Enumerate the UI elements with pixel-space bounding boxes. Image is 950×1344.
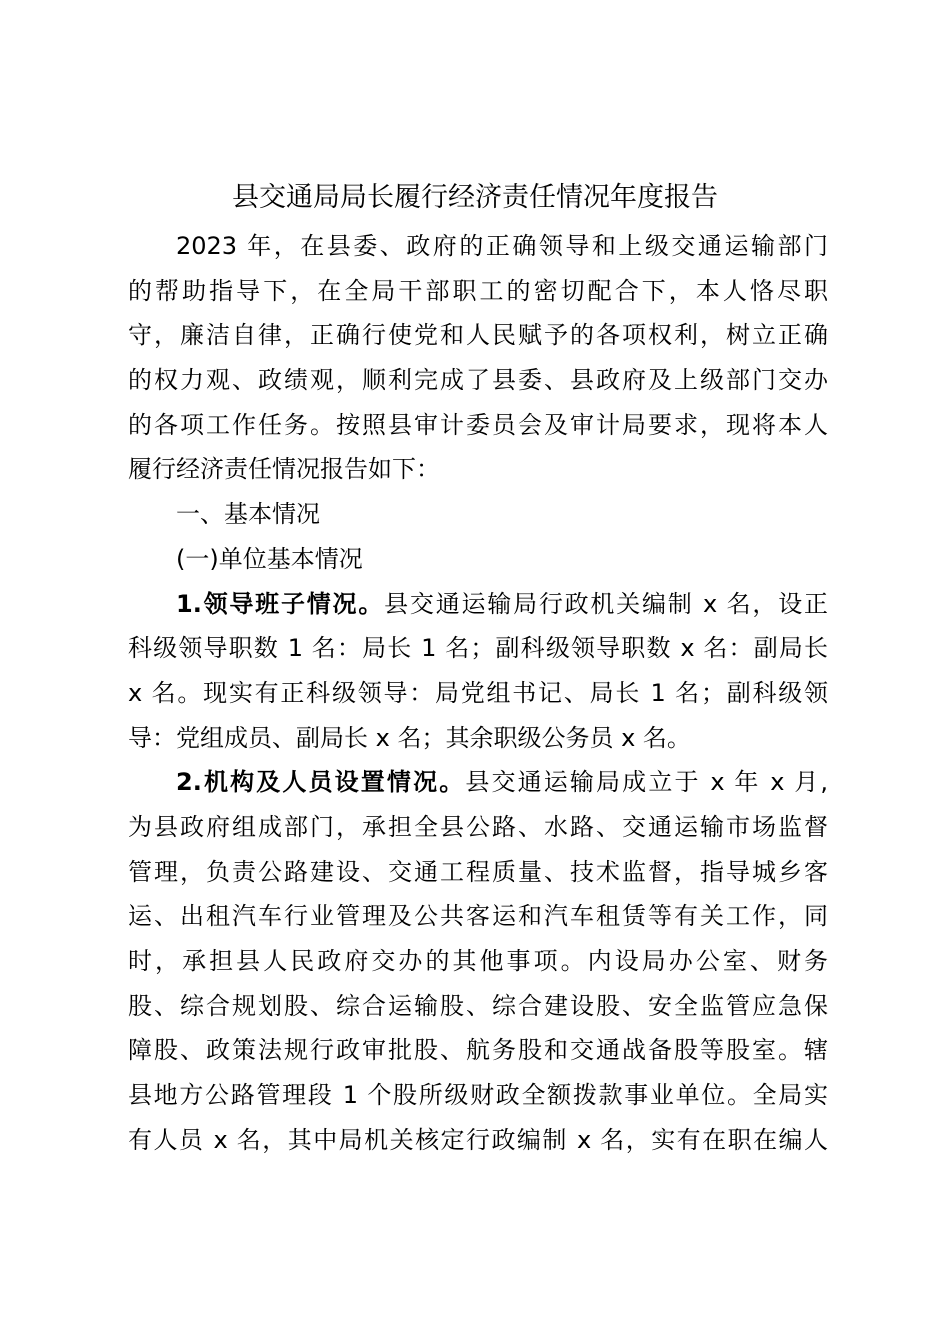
item1-line: 科级领导职数 1 名：局长 1 名；副科级领导职数 x 名：副局长 xyxy=(128,634,828,663)
item2-first-line xyxy=(128,760,828,805)
intro-line: 履行经济责任情况报告如下： xyxy=(128,455,440,484)
item1-line: x 名。现实有正科级领导：局党组书记、局长 1 名；副科级领 xyxy=(128,678,828,707)
subsection-heading: (一)单位基本情况 xyxy=(176,544,363,573)
intro-line: 的帮助指导下，在全局干部职工的密切配合下，本人恪尽职 xyxy=(128,276,828,305)
item2-label: 2.机构及人员设置情况。 xyxy=(176,768,466,797)
intro-line: 守，廉洁自律，正确行使党和人民赋予的各项权利，树立正确 xyxy=(128,321,828,350)
item2-line: 时，承担县人民政府交办的其他事项。内设局办公室、财务 xyxy=(128,947,828,975)
item1-text: 县交通运输局行政机关编制 x 名，设正 xyxy=(384,589,828,618)
item2-line: 股、综合规划股、综合运输股、综合建设股、安全监管应急保 xyxy=(128,991,828,1020)
item2-line: 运、出租汽车行业管理及公共客运和汽车租赁等有关工作，同 xyxy=(128,902,828,931)
item1-label: 1.领导班子情况。 xyxy=(176,589,385,618)
item2-line: 县地方公路管理段 1 个股所级财政全额拨款事业单位。全局实 xyxy=(128,1081,828,1110)
intro-line: 的各项工作任务。按照县审计委员会及审计局要求，现将本人 xyxy=(128,410,828,439)
document-body xyxy=(128,224,828,1162)
item2-line: 管理，负责公路建设、交通工程质量、技术监督，指导城乡客 xyxy=(128,857,828,886)
item2-line: 有人员 x 名，其中局机关核定行政编制 x 名，实有在职在编人 xyxy=(128,1125,828,1154)
item1-first-line xyxy=(128,582,828,627)
item2-text: 县交通运输局成立于 x 年 x 月, xyxy=(465,768,828,797)
item1-line: 导：党组成员、副局长 x 名；其余职级公务员 x 名。 xyxy=(128,723,691,752)
document-title: 县交通局局长履行经济责任情况年度报告 xyxy=(232,182,718,213)
intro-line: 2023 年，在县委、政府的正确领导和上级交通运输部门 xyxy=(176,232,828,260)
intro-line: 的权力观、政绩观，顺利完成了县委、县政府及上级部门交办 xyxy=(128,366,828,395)
item2-line: 障股、政策法规行政审批股、航务股和交通战备股等股室。辖 xyxy=(128,1036,828,1065)
section-heading: 一、基本情况 xyxy=(176,500,320,529)
item2-line: 为县政府组成部门，承担全县公路、水路、交通运输市场监督 xyxy=(128,812,828,841)
